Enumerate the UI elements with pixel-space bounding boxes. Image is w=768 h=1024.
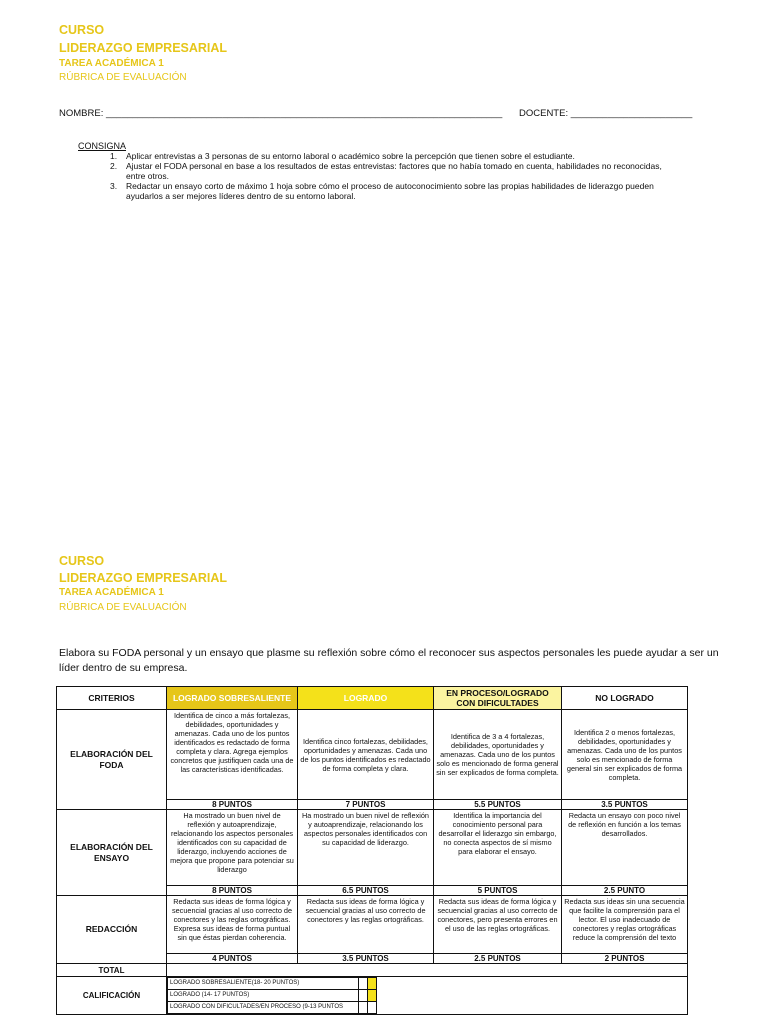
task-title: TAREA ACADÉMICA 1 (59, 58, 164, 69)
consigna-list (108, 151, 668, 201)
calificacion-label: CALIFICACIÓN (57, 977, 167, 1015)
cell-redaccion-sobresaliente: Redacta sus ideas de forma lógica y secuencial gracias al uso correcto de conectores y las reglas ortográficas. Expresa sus ideas de forma puntual sin que éstas pierdan coherencia. (167, 896, 298, 954)
total-label: TOTAL (57, 964, 167, 977)
scale-logrado: LOGRADO (14- 17 PUNTOS) (168, 990, 359, 1002)
points-ensayo-sobresaliente: 8 PUNTOS (167, 886, 298, 896)
header-logrado-sobresaliente: LOGRADO SOBRESALIENTE (167, 687, 298, 710)
total-row (57, 964, 688, 977)
consigna-item-text: Aplicar entrevistas a 3 personas de su entorno laboral o académico sobre la percepción que tienen sobre el estudiante. (126, 151, 575, 161)
scale-box-highlight (368, 978, 377, 990)
scale-en-proceso: LOGRADO CON DIFICULTADES/EN PROCESO (9-13 PUNTOS (168, 1002, 359, 1014)
scale-sobresaliente: LOGRADO SOBRESALIENTE(18- 20 PUNTOS) (168, 978, 359, 990)
points-foda-no-logrado: 3.5 PUNTOS (562, 800, 688, 810)
cell-foda-logrado: Identifica cinco fortalezas, debilidades, oportunidades y amenazas. Cada uno de los puntos identificados es redactado de forma completa y clara. (298, 710, 434, 800)
cell-ensayo-logrado: Ha mostrado un buen nivel de reflexión y autoaprendizaje, relacionando los aspectos personales identificados con su capacidad de liderazgo. (298, 810, 434, 886)
course-label-2: CURSO (59, 554, 105, 568)
points-foda-sobresaliente: 8 PUNTOS (167, 800, 298, 810)
cell-redaccion-logrado: Redacta sus ideas de forma lógica y secuencial gracias al uso correcto de conectores y las reglas ortográficas. (298, 896, 434, 954)
cell-redaccion-no-logrado: Redacta sus ideas sin una secuencia que facilite la comprensión para el lector. El uso inadecuado de conectores y reglas ortográficas reduce la comprensión del texto (562, 896, 688, 954)
course-title: LIDERAZGO EMPRESARIAL (59, 41, 228, 55)
instruction-text: Elabora su FODA personal y un ensayo que plasme su reflexión sobre cómo el reconocer sus aspectos personales les puede ayudar a ser un líder dentro de su empresa. (59, 647, 719, 674)
rubric-subtitle: RÚBRICA DE EVALUACIÓN (59, 72, 187, 83)
rubric-header-row (57, 687, 688, 710)
cell-ensayo-no-logrado: Redacta un ensayo con poco nivel de reflexión en función a los temas desarrollados. (562, 810, 688, 886)
cell-foda-no-logrado: Identifica 2 o menos fortalezas, debilidades, oportunidades y amenazas. Cada uno de los puntos solo es mencionado de forma general sin ser explicados de forma completa. (562, 710, 688, 800)
consigna-item-text: Ajustar el FODA personal en base a los resultados de estas entrevistas: factores que no había tomado en cuenta, habilidades no reconocidas, entre otros. (126, 161, 662, 181)
cell-foda-proceso: Identifica de 3 a 4 fortalezas, debilidades, oportunidades y amenazas. Cada uno de los puntos solo es mencionado de forma general sin ser explicados de forma completa. (434, 710, 562, 800)
cell-redaccion-proceso: Redacta sus ideas de forma lógica y secuencial gracias al uso correcto de conectores, pero presenta errores en el uso de las reglas ortográficas. (434, 896, 562, 954)
criterion-ensayo: ELABORACIÓN DEL ENSAYO (57, 810, 167, 896)
header-en-proceso: EN PROCESO/LOGRADO CON DIFICULTADES (434, 687, 562, 710)
consigna-item-number: 2. (110, 161, 118, 171)
points-ensayo-no-logrado: 2.5 PUNTO (562, 886, 688, 896)
points-ensayo-proceso: 5 PUNTOS (434, 886, 562, 896)
points-foda-logrado: 7 PUNTOS (298, 800, 434, 810)
table-row (57, 810, 688, 886)
scale-box (359, 1002, 368, 1014)
points-redaccion-sobresaliente: 4 PUNTOS (167, 954, 298, 964)
consigna-item-text: Redactar un ensayo corto de máximo 1 hoja sobre cómo el proceso de autoconocimiento sobre las propias habilidades de liderazgo pueden ayudarlos a ser mejores líderes dentro de su entorno laboral. (126, 181, 654, 201)
scale-box (359, 978, 368, 990)
header-criterios: CRITERIOS (57, 687, 167, 710)
header-no-logrado: NO LOGRADO (562, 687, 688, 710)
consigna-item-number: 1. (110, 151, 118, 161)
calificacion-row (57, 977, 688, 1015)
points-redaccion-proceso: 2.5 PUNTOS (434, 954, 562, 964)
list-item (168, 1002, 377, 1014)
criterion-redaccion: REDACCIÓN (57, 896, 167, 964)
points-foda-proceso: 5.5 PUNTOS (434, 800, 562, 810)
scale-box (368, 1002, 377, 1014)
calificacion-cell (167, 977, 688, 1015)
rubric-table (56, 686, 688, 1015)
course-label: CURSO (59, 23, 105, 37)
cell-foda-sobresaliente: Identifica de cinco a más fortalezas, debilidades, oportunidades y amenazas. Cada uno de los puntos identificados es redactado de forma completa y clara. Agrega ejemplos concretos que justifiquen cada una de las características identificadas. (167, 710, 298, 800)
cell-ensayo-proceso: Identifica la importancia del conocimiento personal para desarrollar el liderazgo sin embargo, no conecta aspectos de sí mismo para elaborar el ensayo. (434, 810, 562, 886)
course-title-2: LIDERAZGO EMPRESARIAL (59, 571, 228, 585)
list-item (168, 978, 377, 990)
consigna-item (108, 151, 668, 161)
points-redaccion-logrado: 3.5 PUNTOS (298, 954, 434, 964)
task-title-2: TAREA ACADÉMICA 1 (59, 587, 164, 598)
points-redaccion-no-logrado: 2 PUNTOS (562, 954, 688, 964)
header-logrado: LOGRADO (298, 687, 434, 710)
consigna-item (108, 181, 668, 201)
scale-box-highlight (368, 990, 377, 1002)
list-item (168, 990, 377, 1002)
table-row (57, 896, 688, 954)
total-value (167, 964, 688, 977)
points-ensayo-logrado: 6.5 PUNTOS (298, 886, 434, 896)
consigna-title: CONSIGNA (78, 141, 127, 151)
scale-box (359, 990, 368, 1002)
nombre-field: NOMBRE: ___________________________________________________________________________ (59, 108, 503, 119)
criterion-foda: ELABORACIÓN DEL FODA (57, 710, 167, 810)
consigna-item (108, 161, 668, 181)
consigna-item-number: 3. (110, 181, 118, 191)
table-row (57, 710, 688, 800)
cell-ensayo-sobresaliente: Ha mostrado un buen nivel de reflexión y autoaprendizaje, relacionando los aspectos personales identificados con su capacidad de liderazgo, incluyendo acciones de mejora que propone para potenciar su liderazgo (167, 810, 298, 886)
rubric-subtitle-2: RÚBRICA DE EVALUACIÓN (59, 602, 187, 613)
docente-field: DOCENTE: _______________________ (519, 108, 693, 119)
calificacion-scale (167, 977, 377, 1014)
